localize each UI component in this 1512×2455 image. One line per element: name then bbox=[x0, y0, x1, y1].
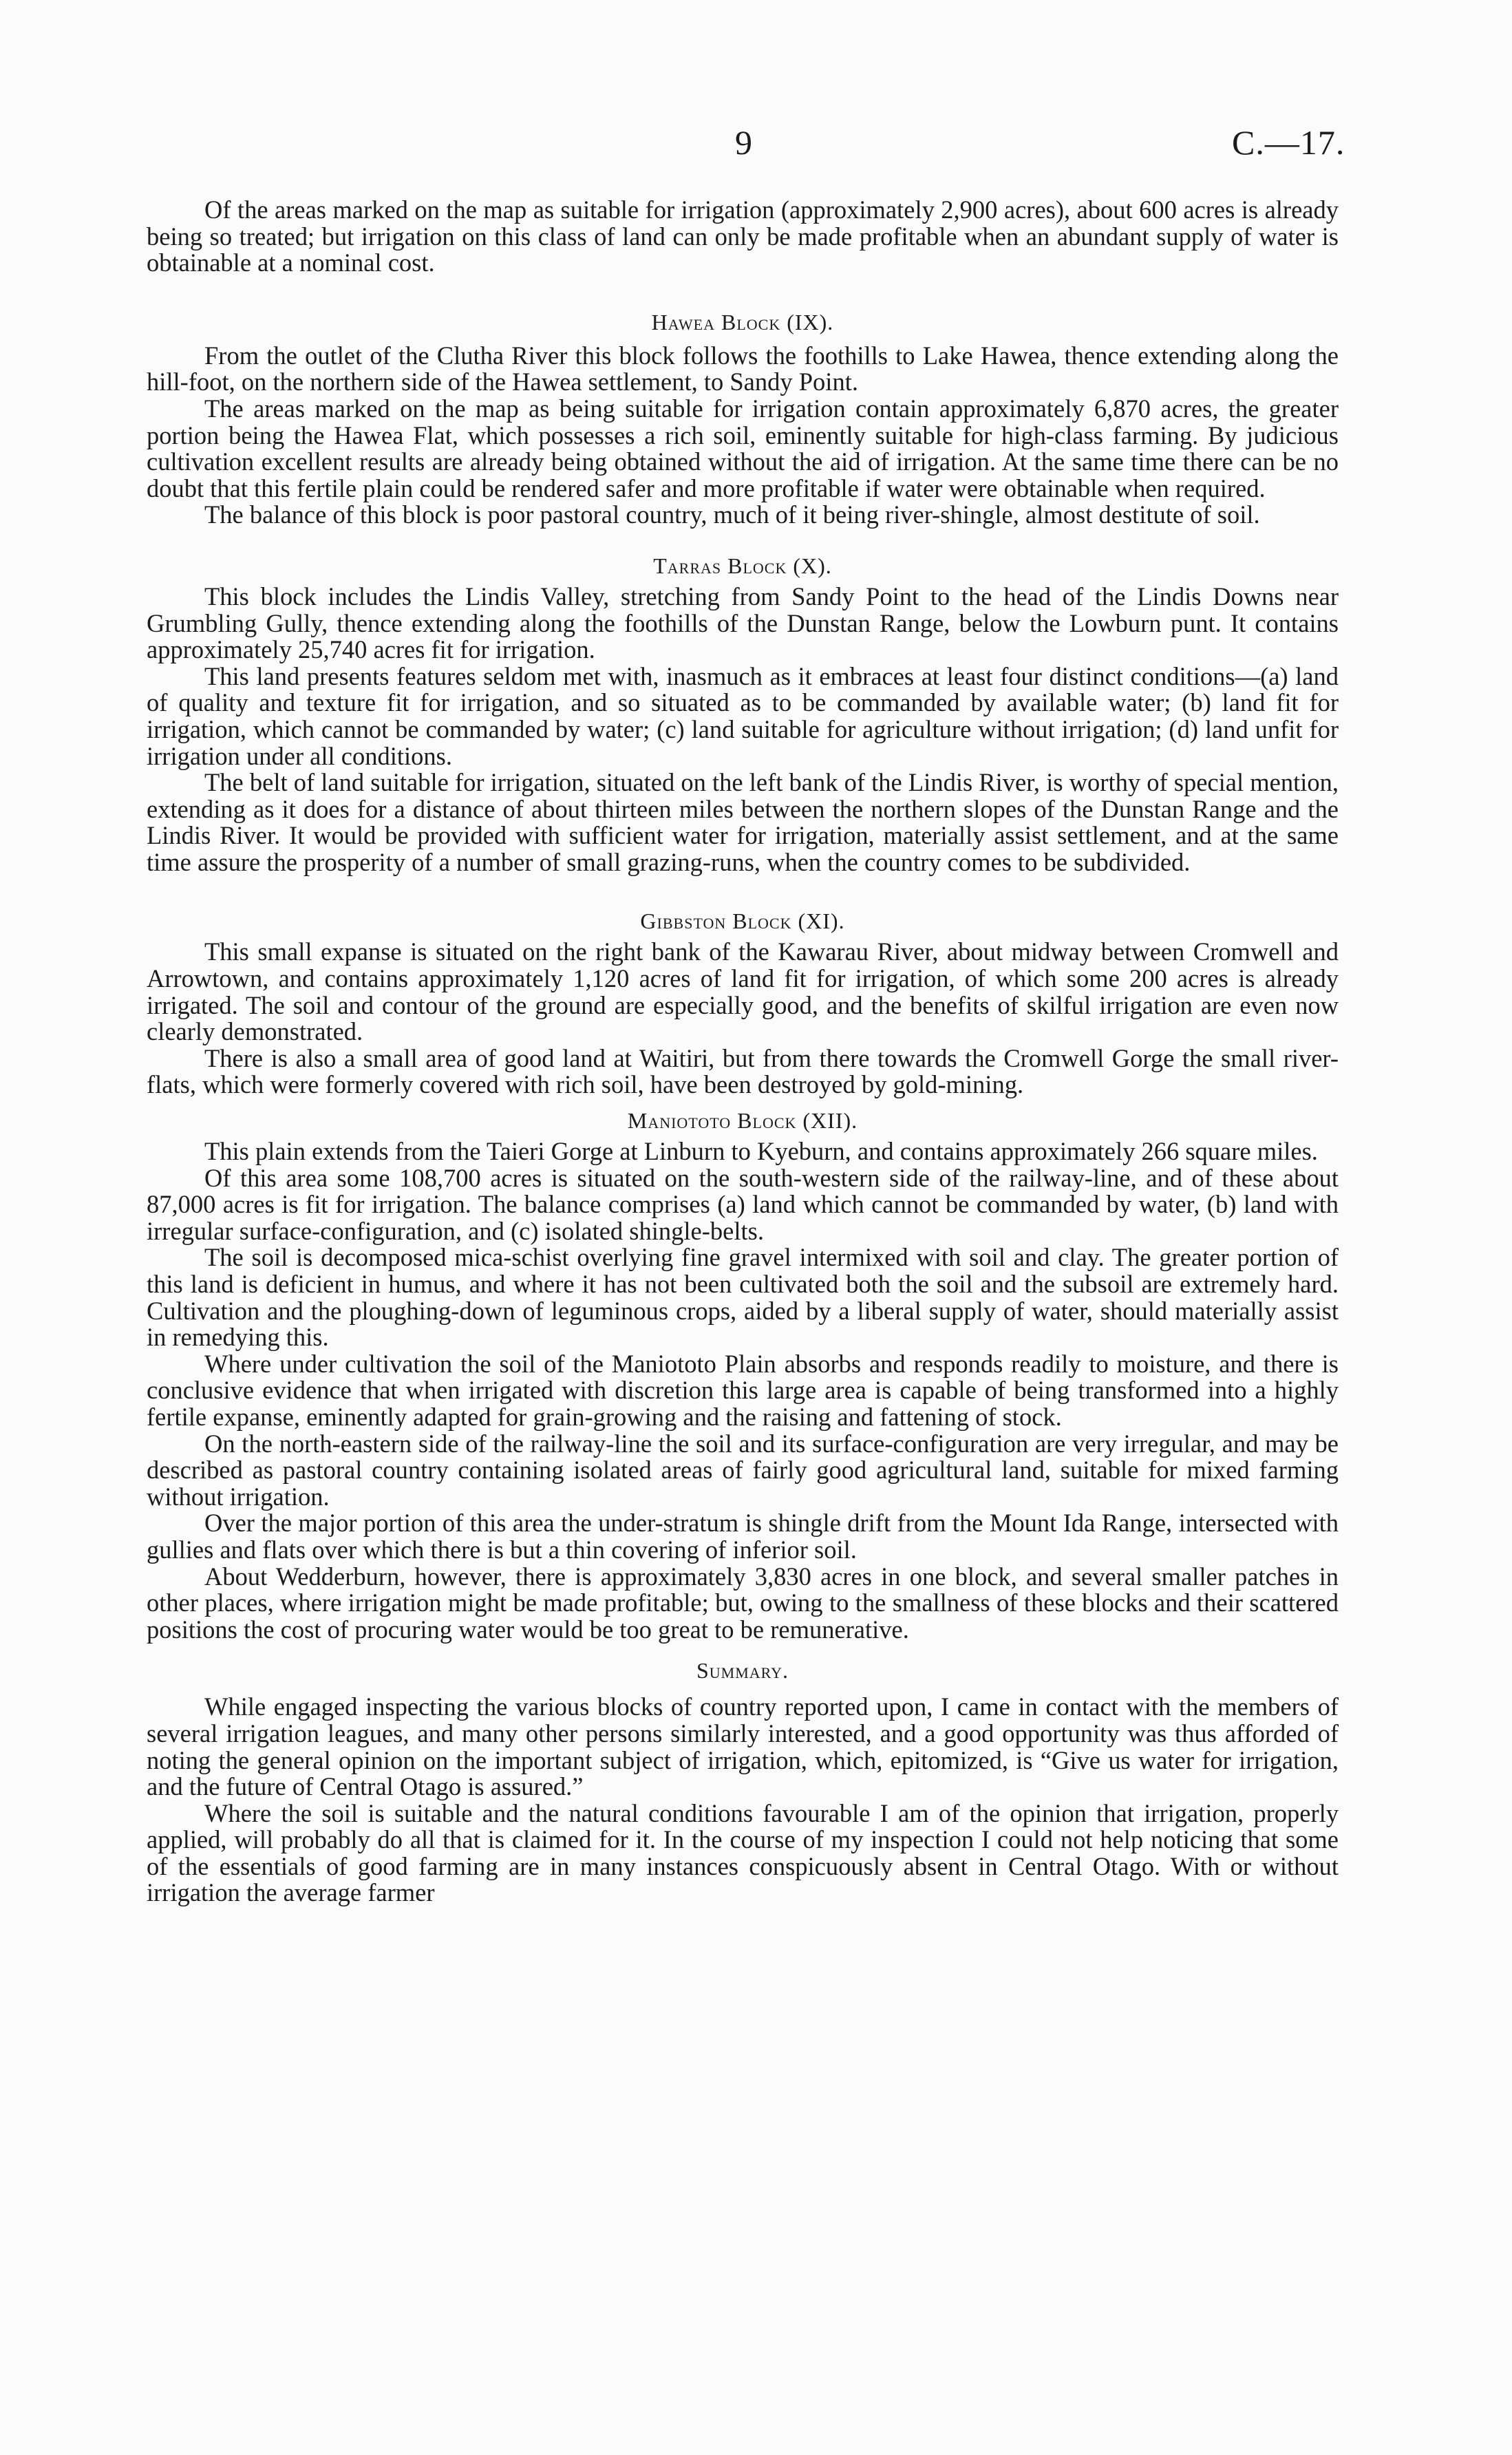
document-reference: C.—17. bbox=[1232, 123, 1345, 162]
maniototo-paragraph-1: This plain extends from the Taieri Gorge at Linburn to Kyeburn, and contains approximately 266 square miles. bbox=[204, 1137, 1318, 1166]
section-heading-maniototo: Maniototo Block (XII). bbox=[627, 1108, 858, 1134]
tarras-paragraph-1: This block includes the Lindis Valley, stretching from Sandy Point to the head of the Lindis Downs near Grumbling Gully, thence extending along the foothills of the Dunstan Range, below the Lowburn punt. It contains approximately 25,740 acres fit for irrigation. bbox=[147, 582, 1339, 664]
section-heading-hawea: Hawea Block (IX). bbox=[651, 309, 834, 334]
maniototo-paragraph-6: Over the major portion of this area the under-stratum is shingle drift from the Mount Ida Range, intersected with gullies and flats over which there is but a thin covering of inferior soil. bbox=[147, 1509, 1339, 1564]
document-body bbox=[147, 197, 1339, 1906]
page-number: 9 bbox=[735, 123, 752, 162]
intro-paragraph: Of the areas marked on the map as suitable for irrigation (approximately 2,900 acres), about 600 acres is already being so treated; but irrigation on this class of land can only be made profitable when an abundant supply of water is obtainable at a nominal cost. bbox=[147, 195, 1339, 277]
summary-paragraph-1: While engaged inspecting the various blocks of country reported upon, I came in contact with the members of several irrigation leagues, and many other persons similarly interested, and a good opportunity was thus afforded of noting the general opinion on the important subject of irrigation, which, epitomized, is “Give us water for irrigation, and the future of Central Otago is assured.” bbox=[147, 1692, 1339, 1801]
section-heading-gibbston: Gibbston Block (XI). bbox=[640, 908, 845, 934]
maniototo-paragraph-4: Where under cultivation the soil of the Maniototo Plain absorbs and responds readily to moisture, and there is conclusive evidence that when irrigated with discretion this large area is capable of being transformed into a highly fertile expanse, eminently adapted for grain-growing and the raising and fattening of stock. bbox=[147, 1349, 1339, 1431]
gibbston-paragraph-2: There is also a small area of good land at Waitiri, but from there towards the Cromwell Gorge the small river-flats, which were formerly covered with rich soil, have been destroyed by gold-mining. bbox=[147, 1043, 1339, 1099]
maniototo-paragraph-2: Of this area some 108,700 acres is situated on the south-western side of the railway-line, and of these about 87,000 acres is fit for irrigation. The balance comprises (a) land which cannot be commanded by water, (b) land with irregular surface-configuration, and (c) isolated shingle-belts. bbox=[147, 1163, 1339, 1245]
hawea-paragraph-3: The balance of this block is poor pastoral country, much of it being river-shingle, almost destitute of soil. bbox=[204, 500, 1260, 529]
maniototo-paragraph-3: The soil is decomposed mica-schist overlying fine gravel intermixed with soil and clay. The greater portion of this land is deficient in humus, and where it has not been cultivated both the soil and the subsoil are extremely hard. Cultivation and the ploughing-down of leguminous crops, aided by a liberal supply of water, should materially assist in remedying this. bbox=[147, 1243, 1339, 1352]
section-heading-tarras: Tarras Block (X). bbox=[653, 553, 832, 578]
section-heading-summary: Summary. bbox=[696, 1658, 789, 1683]
tarras-paragraph-2: This land presents features seldom met with, inasmuch as it embraces at least four distinct conditions—(a) land of quality and texture fit for irrigation, and so situated as to be commanded by available water; (b) land fit for irrigation, which cannot be commanded by water; (c) land suitable for agriculture without irrigation; (d) land unfit for irrigation under all conditions. bbox=[147, 661, 1339, 770]
maniototo-paragraph-7: About Wedderburn, however, there is approximately 3,830 acres in one block, and several smaller patches in other places, where irrigation might be made profitable; but, owing to the smallness of these blocks and their scattered positions the cost of procuring water would be too great to be remunerative. bbox=[147, 1562, 1339, 1644]
page-header bbox=[0, 123, 1512, 171]
hawea-paragraph-1: From the outlet of the Clutha River this block follows the foothills to Lake Hawea, thence extending along the hill-foot, on the northern side of the Hawea settlement, to Sandy Point. bbox=[147, 341, 1339, 396]
tarras-paragraph-3: The belt of land suitable for irrigation, situated on the left bank of the Lindis River, is worthy of special mention, extending as it does for a distance of about thirteen miles between the northern slopes of the Dunstan Range and the Lindis River. It would be provided with sufficient water for irrigation, materially assist settlement, and at the same time assure the prosperity of a number of small grazing-runs, when the country comes to be subdivided. bbox=[147, 768, 1339, 876]
gibbston-paragraph-1: This small expanse is situated on the right bank of the Kawarau River, about midway between Cromwell and Arrowtown, and contains approximately 1,120 acres of land fit for irrigation, of which some 200 acres is already irrigated. The soil and contour of the ground are especially good, and the benefits of skilful irrigation are even now clearly demonstrated. bbox=[147, 937, 1339, 1046]
hawea-paragraph-2: The areas marked on the map as being suitable for irrigation contain approximately 6,870 acres, the greater portion being the Hawea Flat, which possesses a rich soil, eminently suitable for high-class farming. By judicious cultivation excellent results are already being obtained without the aid of irrigation. At the same time there can be no doubt that this fertile plain could be rendered safer and more profitable if water were obtainable when required. bbox=[147, 394, 1339, 502]
maniototo-paragraph-5: On the north-eastern side of the railway-line the soil and its surface-configuration are very irregular, and may be described as pastoral country containing isolated areas of fairly good agricultural land, suitable for mixed farming without irrigation. bbox=[147, 1429, 1339, 1511]
summary-paragraph-2: Where the soil is suitable and the natural conditions favourable I am of the opinion that irrigation, properly applied, will probably do all that is claimed for it. In the course of my inspection I could not help noticing that some of the essentials of good farming are in many instances conspicuously absent in Central Otago. With or without irrigation the average farmer bbox=[147, 1798, 1339, 1907]
